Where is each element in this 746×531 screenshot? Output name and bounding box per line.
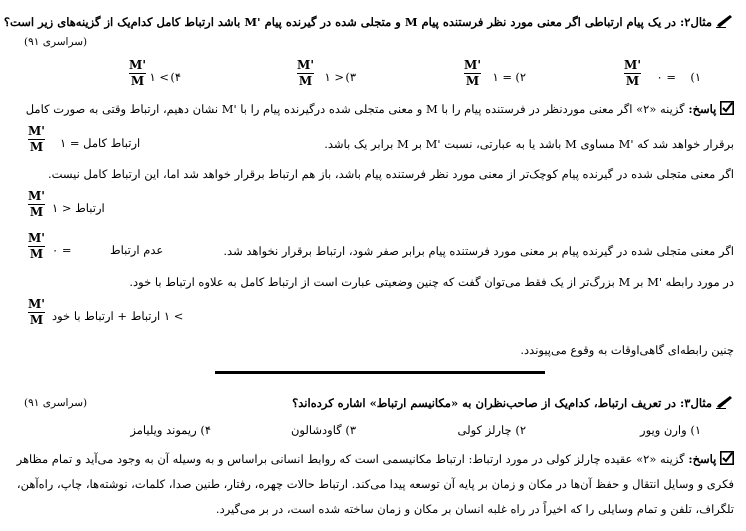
fraction-denominator: M [130, 74, 145, 88]
question-3-source: (سراسری ۹۱) [24, 397, 88, 409]
fraction-denominator: M [625, 74, 640, 88]
math-1-relation: = ۱ [60, 136, 80, 150]
fraction-denominator: M [29, 247, 44, 261]
math-3-fraction [28, 232, 45, 261]
q3-option-1[interactable]: ۱) وارن ویور [640, 423, 701, 437]
fraction-denominator: M [298, 74, 313, 88]
q2-option-3[interactable] [345, 70, 356, 84]
answer-3-text-1: گزینه «۲» عقیده چارلز کولی در مورد ارتباط: ارتباط مکانیسمی است که روابط انسانی براساس و به وسیله آن به وجود می‌آید و تمام مظاهر [16, 452, 685, 466]
fraction-numerator: M' [28, 297, 45, 311]
q2-option-2-relation: = ۱ [492, 70, 512, 84]
checkbox-checked-icon [720, 451, 734, 469]
q2-option-4-fraction [129, 59, 146, 88]
pencil-writing-icon [716, 395, 734, 413]
math-4-relation: > ۱ [163, 309, 184, 323]
answer-2-line-5: در مورد رابطه 'M بر M بزرگ‌تر از یک فقط می‌توان گفت که چنین وضعیتی عبارت است از ارتباط کامل به علاوه ارتباط با خود. [129, 275, 734, 289]
answer-2-line-4: اگر معنی متجلی شده در گیرنده پیام بر معنی مورد فرستنده پیام برابر صفر شود، ارتباط برقرار نخواهد شد. [223, 244, 734, 258]
q2-option-4-relation: > ۱ [149, 70, 169, 84]
q2-option-3-relation: < ۱ [324, 70, 344, 84]
question-2-text: در یک پیام ارتباطی اگر معنی مورد نظر فرستنده پیام M و متجلی شده در گیرنده پیام 'M باشد ارتباط کامل کدام‌یک از گزینه‌های زیر است؟ [3, 15, 677, 29]
question-2-prefix: مثال۲: [680, 15, 712, 29]
answer-3-line-1 [12, 451, 734, 469]
q3-option-4[interactable]: ۴) ریموند ویلیامز [130, 423, 211, 437]
fraction-denominator: M [465, 74, 480, 88]
math-2-relation: < ۱ [52, 201, 72, 215]
math-1-fraction [28, 125, 45, 154]
question-3 [12, 395, 734, 413]
math-3-relation: = ۰ [52, 243, 72, 257]
q3-option-2[interactable]: ۲) چارلز کولی [457, 423, 526, 437]
fraction-numerator: M' [297, 58, 314, 72]
answer-3-label: پاسخ: [688, 452, 717, 466]
fraction-numerator: M' [28, 124, 45, 138]
math-4-text: ارتباط + ارتباط با خود [52, 309, 161, 323]
fraction-denominator: M [29, 313, 44, 327]
q2-option-2[interactable] [515, 70, 526, 84]
question-3-prefix: مثال۳: [680, 396, 712, 410]
fraction-denominator: M [29, 205, 44, 219]
option-number: ۴) [170, 70, 181, 84]
fraction-numerator: M' [464, 58, 481, 72]
math-1-text: ارتباط کامل [83, 136, 141, 150]
option-number: ۱) [690, 70, 701, 84]
math-2-fraction [28, 190, 45, 219]
q2-option-4[interactable] [170, 70, 181, 84]
q2-option-1[interactable] [690, 70, 701, 84]
fraction-numerator: M' [129, 58, 146, 72]
answer-3-line-3: تلگراف، تلفن و تمام وسایلی را که اخیراً در راه غلبه انسان بر مکان و زمان ساخته شده است، در بر می‌گیرد. [215, 502, 734, 516]
question-3-text: در تعریف ارتباط، کدام‌یک از صاحب‌نظران به «مکانیسم ارتباط» اشاره کرده‌اند؟ [292, 396, 677, 410]
fraction-numerator: M' [624, 58, 641, 72]
q2-option-1-fraction [624, 59, 641, 88]
fraction-numerator: M' [28, 189, 45, 203]
answer-2-line-2: برقرار خواهد شد که 'M مساوی M باشد یا به عبارتی، نسبت 'M بر M برابر یک باشد. [324, 137, 734, 151]
fraction-denominator: M [29, 140, 44, 154]
answer-3-line-2: فکری و وسایل انتقال و حفظ آن‌ها در مکان و زمان بر پایه آن توسعه پیدا می‌کند. ارتباط حالات چهره، رفتار، طنین صدا، کلمات، نوشته‌ها، چاپ، راه‌آهن، [16, 477, 734, 491]
answer-2-text-1: گزینه «۲» اگر معنی موردنظر در فرستنده پیام را با M و معنی متجلی شده درگیرنده پیام را با 'M نشان دهیم، ارتباط وقتی به صورت کامل [25, 102, 685, 116]
math-4-label [52, 309, 183, 323]
answer-2-label: پاسخ: [688, 102, 717, 116]
math-2-text: ارتباط [75, 201, 105, 215]
q2-option-1-relation: = ۰ [656, 70, 676, 84]
option-number: ۲) [515, 70, 526, 84]
question-2-source: (سراسری ۹۱) [24, 36, 88, 48]
question-2 [3, 14, 734, 32]
answer-2-line-3: اگر معنی متجلی شده در گیرنده پیام کوچک‌تر از معنی مورد نظر فرستنده پیام باشد، باز هم ارتباط برقرار خواهد شد اما، این ارتباط کامل نیست. [47, 167, 734, 181]
checkbox-checked-icon [720, 101, 734, 119]
section-divider [215, 371, 545, 374]
math-3-label: عدم ارتباط [110, 243, 164, 257]
q2-option-2-fraction [464, 59, 481, 88]
answer-2-line-1 [12, 101, 734, 119]
option-number: ۳) [345, 70, 356, 84]
q2-option-3-fraction [297, 59, 314, 88]
math-1-label [60, 136, 140, 150]
answer-2-line-6: چنین رابطه‌ای گاهی‌اوقات به وقوع می‌پیوندد. [520, 343, 734, 357]
pencil-writing-icon [716, 14, 734, 32]
fraction-numerator: M' [28, 231, 45, 245]
math-4-fraction [28, 298, 45, 327]
math-2-label [52, 201, 105, 215]
q3-option-3[interactable]: ۳) گاودشالون [290, 423, 356, 437]
